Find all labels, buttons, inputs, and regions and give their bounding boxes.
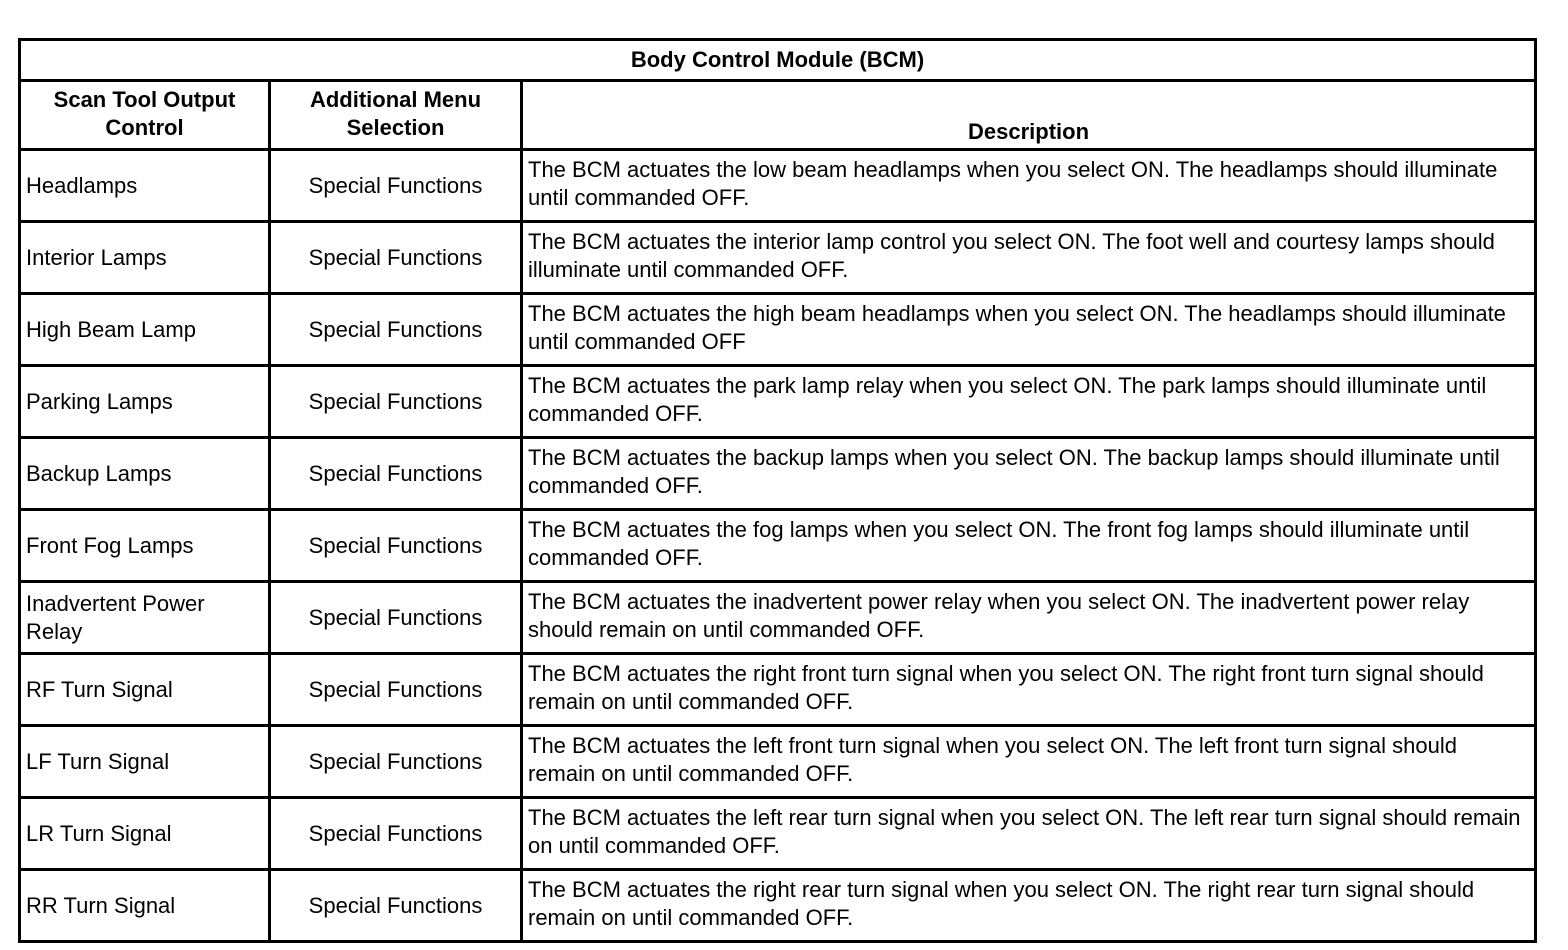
cell-menu-selection: Special Functions — [270, 654, 522, 726]
cell-description: The BCM actuates the fog lamps when you select ON. The front fog lamps should illuminate until commanded OFF. — [522, 510, 1536, 582]
table-row — [20, 366, 1536, 438]
cell-control: Headlamps — [20, 150, 270, 222]
table-title: Body Control Module (BCM) — [20, 40, 1536, 81]
table-row — [20, 870, 1536, 942]
cell-description: The BCM actuates the left rear turn signal when you select ON. The left rear turn signal should remain on until commanded OFF. — [522, 798, 1536, 870]
cell-control: RF Turn Signal — [20, 654, 270, 726]
cell-description: The BCM actuates the low beam headlamps when you select ON. The headlamps should illuminate until commanded OFF. — [522, 150, 1536, 222]
table-row — [20, 294, 1536, 366]
table-row — [20, 438, 1536, 510]
table-title-row — [20, 40, 1536, 81]
cell-description: The BCM actuates the high beam headlamps when you select ON. The headlamps should illuminate until commanded OFF — [522, 294, 1536, 366]
cell-menu-selection: Special Functions — [270, 438, 522, 510]
cell-description: The BCM actuates the left front turn signal when you select ON. The left front turn signal should remain on until commanded OFF. — [522, 726, 1536, 798]
cell-control: Interior Lamps — [20, 222, 270, 294]
cell-menu-selection: Special Functions — [270, 222, 522, 294]
cell-menu-selection: Special Functions — [270, 582, 522, 654]
cell-control: Inadvertent Power Relay — [20, 582, 270, 654]
cell-control: Parking Lamps — [20, 366, 270, 438]
cell-description: The BCM actuates the park lamp relay when you select ON. The park lamps should illuminate until commanded OFF. — [522, 366, 1536, 438]
cell-control: Backup Lamps — [20, 438, 270, 510]
bcm-output-control-table-container — [18, 38, 1534, 943]
table-header-row — [20, 81, 1536, 150]
table-row — [20, 150, 1536, 222]
cell-menu-selection: Special Functions — [270, 366, 522, 438]
cell-control: Front Fog Lamps — [20, 510, 270, 582]
table-row — [20, 222, 1536, 294]
cell-description: The BCM actuates the right rear turn signal when you select ON. The right rear turn signal should remain on until commanded OFF. — [522, 870, 1536, 942]
header-additional-menu-selection: Additional Menu Selection — [270, 81, 522, 150]
table-row — [20, 654, 1536, 726]
cell-menu-selection: Special Functions — [270, 870, 522, 942]
cell-menu-selection: Special Functions — [270, 150, 522, 222]
table-row — [20, 798, 1536, 870]
cell-menu-selection: Special Functions — [270, 726, 522, 798]
cell-description: The BCM actuates the right front turn signal when you select ON. The right front turn signal should remain on until commanded OFF. — [522, 654, 1536, 726]
table-row — [20, 582, 1536, 654]
cell-control: High Beam Lamp — [20, 294, 270, 366]
cell-control: RR Turn Signal — [20, 870, 270, 942]
cell-control: LF Turn Signal — [20, 726, 270, 798]
cell-description: The BCM actuates the interior lamp control you select ON. The foot well and courtesy lamps should illuminate until commanded OFF. — [522, 222, 1536, 294]
header-scan-tool-output-control: Scan Tool Output Control — [20, 81, 270, 150]
header-description: Description — [522, 81, 1536, 150]
cell-description: The BCM actuates the backup lamps when you select ON. The backup lamps should illuminate until commanded OFF. — [522, 438, 1536, 510]
cell-menu-selection: Special Functions — [270, 294, 522, 366]
table-row — [20, 726, 1536, 798]
cell-description: The BCM actuates the inadvertent power relay when you select ON. The inadvertent power relay should remain on until commanded OFF. — [522, 582, 1536, 654]
cell-menu-selection: Special Functions — [270, 798, 522, 870]
cell-menu-selection: Special Functions — [270, 510, 522, 582]
cell-control: LR Turn Signal — [20, 798, 270, 870]
bcm-output-control-table — [18, 38, 1537, 943]
table-row — [20, 510, 1536, 582]
